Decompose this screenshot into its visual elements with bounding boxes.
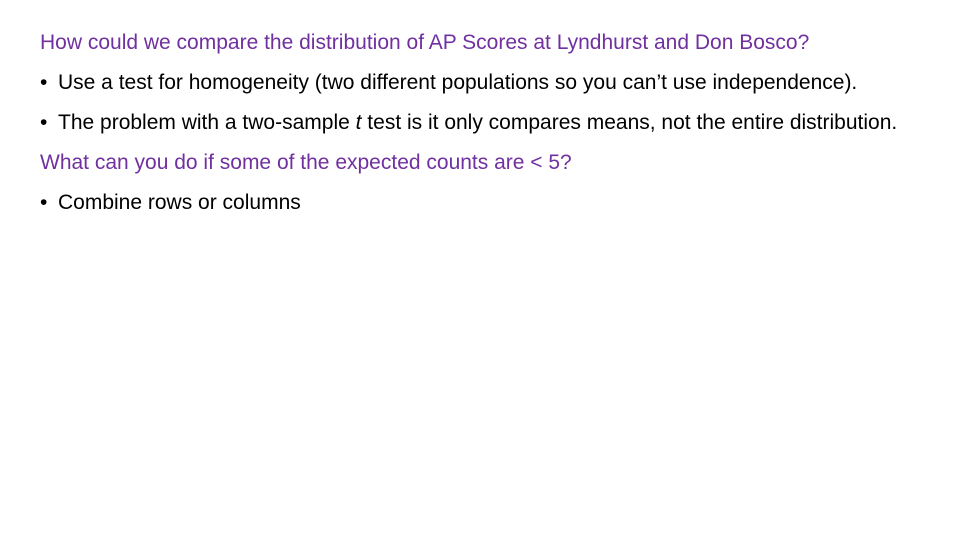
- bullet-2-italic-t: t: [355, 111, 362, 134]
- bullet-dot-icon: •: [40, 191, 48, 214]
- question-1: How could we compare the distribution of AP Scores at Lyndhurst and Don Bosco?: [40, 31, 810, 54]
- bullet-dot-icon: •: [40, 71, 48, 94]
- bullet-3-text: Combine rows or columns: [58, 191, 301, 214]
- bullet-dot-icon: •: [40, 111, 48, 134]
- bullet-2-text-end: test is it only compares means, not the entire distribution.: [361, 111, 898, 134]
- bullet-2-text-start: The problem with a two-sample: [58, 111, 356, 134]
- bullet-2: [40, 108, 910, 137]
- bullet-1-text: Use a test for homogeneity (two different populations so you can’t use independence).: [58, 71, 858, 94]
- question-2: What can you do if some of the expected counts are < 5?: [40, 151, 572, 174]
- bullet-1: [40, 68, 910, 97]
- bullet-3: [40, 188, 910, 217]
- slide-body: [40, 28, 910, 228]
